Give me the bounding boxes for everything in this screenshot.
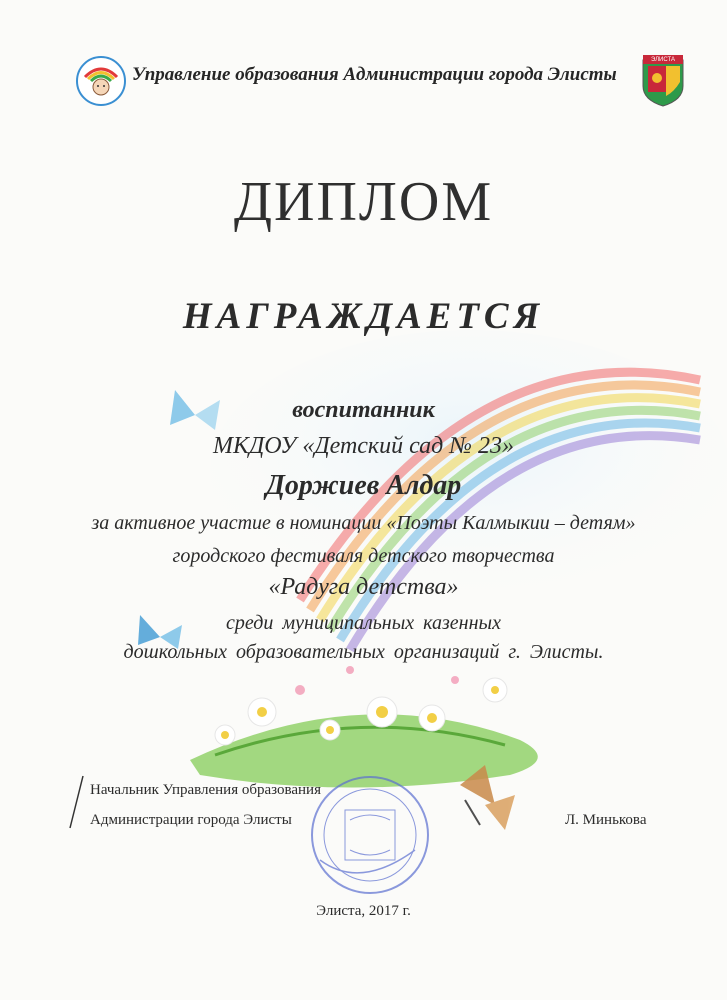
festival-description: городского фестиваля детского творчества xyxy=(172,545,555,567)
award-reason: за активное участие в номинации «Поэты Калмыкии – детям» xyxy=(91,512,636,534)
diploma-title: ДИПЛОМ xyxy=(233,171,494,233)
kindergarten-logo xyxy=(75,55,127,107)
organization-header: Управление образования Администрации города Элисты xyxy=(132,64,617,85)
festival-name: «Радуга детства» xyxy=(268,574,459,600)
signer-position-line-1: Начальник Управления образования xyxy=(90,782,321,798)
awarded-heading: НАГРАЖДАЕТСЯ xyxy=(182,296,545,337)
institution: МКДОУ «Детский сад № 23» xyxy=(213,433,514,459)
coat-of-arms-label: ЭЛИСТА xyxy=(651,57,675,63)
recipient-name: Доржиев Алдар xyxy=(265,470,462,501)
recipient-role: воспитанник xyxy=(292,397,435,423)
place-and-date: Элиста, 2017 г. xyxy=(316,903,411,919)
signer-name: Л. Минькова xyxy=(565,812,647,828)
official-stamp xyxy=(312,777,428,893)
among-line-1: среди муниципальных казенных xyxy=(226,612,501,634)
among-line-2: дошкольных образовательных организаций г. Элисты. xyxy=(123,641,604,663)
signer-position-line-2: Администрации города Элисты xyxy=(90,812,292,828)
